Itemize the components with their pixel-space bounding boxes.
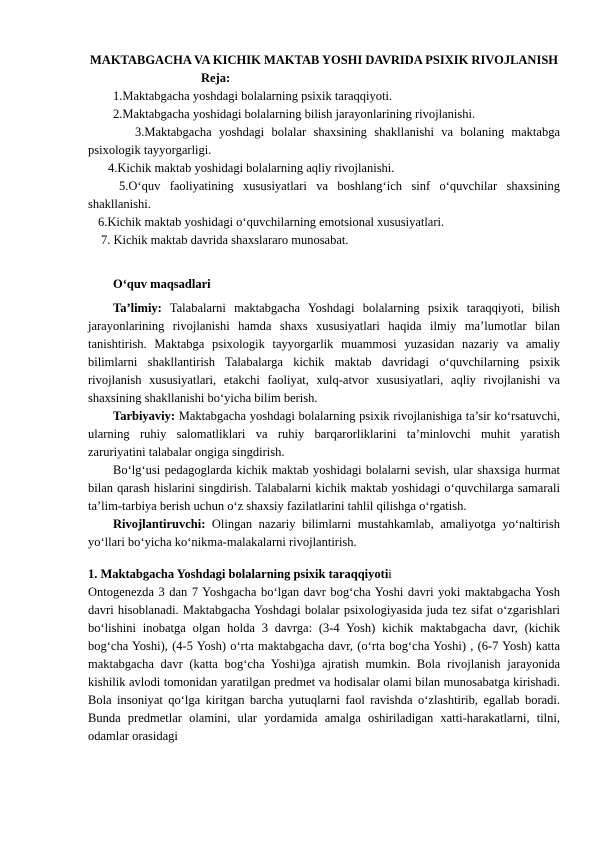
plan-item: 5.O‘quv faoliyatining xususiyatlari va boshlang‘ich sinf o‘quvchilar shaxsining shakllanishi. (88, 179, 560, 211)
plan-item: 2.Maktabgacha yoshidagi bolalarning bilish jarayonlarining rivojlanishi. (113, 107, 476, 121)
document-title: MAKTABGACHA VA KICHIK MAKTAB YOSHI DAVRIDA PSIXIK RIVOJLANISH (90, 53, 558, 67)
goal-text: Maktabgacha yoshdagi bolalarning psixik rivojlanishiga ta’sir ko‘rsatuvchi, ularning ruhiy salomatliklari va ruhiy barqarorliklarini ta’minlovchi muhit yaratish zaruriyatini talabalar ongiga singdirish. (88, 409, 560, 459)
goal-label: Rivojlantiruvchi: (113, 517, 206, 531)
goal-paragraph (88, 407, 560, 461)
goal-text: Talabalarni maktabgacha Yoshdagi bolalarning psixik taraqqiyoti, bilish jarayonlarining rivojlanishi hamda shaxs xususiyatlari haqida ilmiy ma’lumotlar bilan tanishtirish. Maktabga psixologik tayyorgarlik muammosi yuzasidan nazariy va amaliy bilimlarni shakllantirish Talabalarga kichik maktab davridagi o‘quvchilarning psixik rivojlanish xususiyatlari, etakchi faoliyat, xulq-atvor xususiyatlari, aqliy rivojlanishi va shaxsining shakllanishi bo‘yicha bilim berish. (88, 301, 560, 405)
goal-paragraph (88, 515, 560, 551)
goal-text: Bo‘lg‘usi pedagoglarda kichik maktab yoshidagi bolalarni sevish, ular shaxsiga hurmat bilan qarash hislarini singdirish. Talabalarni kichik maktab yoshidagi o‘quvchilarga samarali ta’lim-tarbiya berish uchun o‘z shaxsiy fazilatlarini tahlil qilishga o‘rgatish. (88, 463, 560, 513)
plan-item: 7. Kichik maktab davrida shaxslararo munosabat. (101, 233, 349, 247)
plan-list (88, 87, 560, 249)
goal-paragraph (88, 299, 560, 407)
goal-paragraph (88, 461, 560, 515)
plan-item: 1.Maktabgacha yoshdagi bolalarning psixik taraqqiyoti. (113, 89, 393, 103)
goals-heading: O‘quv maqsadlari (113, 277, 211, 291)
plan-item: 6.Kichik maktab yoshidagi o‘quvchilarning emotsional xususiyatlari. (98, 215, 445, 229)
plan-label: Reja: (201, 71, 231, 85)
goal-label: Ta’limiy: (113, 301, 162, 315)
section-heading: 1. Maktabgacha Yoshdagi bolalarning psixik taraqqiyotii (88, 567, 392, 581)
document-page (88, 52, 560, 745)
plan-item: 4.Kichik maktab yoshidagi bolalarning aqliy rivojlanishi. (108, 161, 395, 175)
section-paragraph: Ontogenezda 3 dan 7 Yoshgacha bo‘lgan davr bog‘cha Yoshi davri yoki maktabgacha Yosh davri hisoblanadi. Maktabgacha Yoshdagi bolalar psixologiyasida juda tez sifat o‘zgarishlari bo‘lishini inobatga olgan holda 3 davrga: (3-4 Yosh) kichik maktabgacha davr, (kichik bog‘cha Yoshi), (4-5 Yosh) o‘rta maktabgacha davr, (o‘rta bog‘cha Yoshi) , (6-7 Yosh) katta maktabgacha davr (katta bog‘cha Yoshi)ga ajratish mumkin. Bola rivojlanish jarayonida kishilik avlodi tomonidan yaratilgan predmet va hodisalar olami bilan munosabatga kirishadi. Bola insoniyat qo‘lga kiritgan barcha yutuqlarni faol ravishda o‘zlashtirib, egallab boradi. Bunda predmetlar olamini, ular yordamida amalga oshiriladigan xatti-harakatlarni, tilni, odamlar orasidagi (88, 585, 560, 743)
goal-label: Tarbiyaviy: (113, 409, 176, 423)
goal-text: Olingan nazariy bilimlarni mustahkamlab, amaliyotga yo‘naltirish yo‘llari bo‘yicha ko‘nikma-malakalarni rivojlantirish. (88, 517, 560, 549)
plan-item: 3.Maktabgacha yoshdagi bolalar shaxsining shakllanishi va bolaning maktabga psixologik tayyorgarligi. (88, 125, 560, 157)
